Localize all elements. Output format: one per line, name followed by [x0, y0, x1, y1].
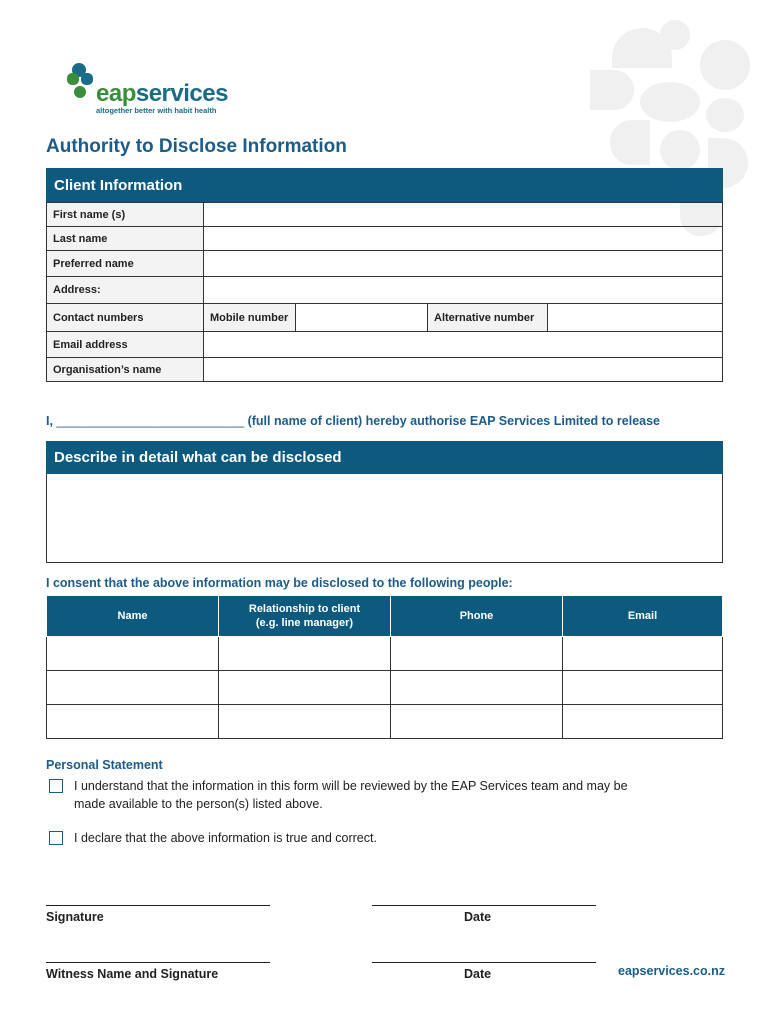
alternative-number-field[interactable]: [548, 304, 723, 332]
person-phone-cell[interactable]: [391, 705, 563, 739]
date-line[interactable]: [372, 905, 596, 906]
form-row: [47, 277, 723, 304]
person-relationship-cell[interactable]: [219, 671, 391, 705]
logo-tagline: altogether better with habit health: [96, 106, 217, 115]
client-name-blank[interactable]: ___________________________: [56, 414, 245, 428]
date-label: Date: [464, 910, 492, 924]
table-row: [47, 637, 723, 671]
logo-wordmark: eapservices: [96, 80, 228, 107]
preferred-name-label: Preferred name: [47, 251, 204, 277]
mobile-number-label: Mobile number: [204, 304, 296, 332]
witness-date-label: Date: [464, 967, 492, 981]
disclose-heading: Describe in detail what can be disclosed: [46, 441, 723, 474]
person-relationship-cell[interactable]: [219, 637, 391, 671]
witness-line[interactable]: [46, 962, 270, 963]
form-row: [47, 251, 723, 277]
understand-checkbox[interactable]: [49, 779, 63, 793]
person-name-cell[interactable]: [47, 671, 219, 705]
last-name-label: Last name: [47, 227, 204, 251]
email-address-label: Email address: [47, 332, 204, 358]
declare-statement: I declare that the above information is true and correct.: [74, 831, 377, 845]
person-email-cell[interactable]: [563, 705, 723, 739]
disclose-details-field[interactable]: [46, 474, 723, 563]
form-row: [47, 203, 723, 227]
understand-statement: I understand that the information in this form will be reviewed by the EAP Services team and may be made available to the person(s) listed above.: [74, 779, 628, 811]
signature-line[interactable]: [46, 905, 270, 906]
signature-label: Signature: [46, 910, 104, 924]
consent-people-table: [46, 595, 723, 739]
person-phone-cell[interactable]: [391, 637, 563, 671]
person-relationship-cell[interactable]: [219, 705, 391, 739]
page-title: Authority to Disclose Information: [46, 136, 347, 157]
first-name-field[interactable]: [204, 203, 723, 227]
address-label: Address:: [47, 277, 204, 304]
mobile-number-field[interactable]: [296, 304, 428, 332]
form-row: [47, 358, 723, 382]
personal-statement-heading: Personal Statement: [46, 758, 163, 772]
form-row: [47, 332, 723, 358]
organisation-name-label: Organisation’s name: [47, 358, 204, 382]
first-name-label: First name (s): [47, 203, 204, 227]
person-phone-cell[interactable]: [391, 671, 563, 705]
email-address-field[interactable]: [204, 332, 723, 358]
table-header-row: [47, 596, 723, 637]
person-name-cell[interactable]: [47, 705, 219, 739]
column-header-phone: Phone: [391, 596, 563, 637]
last-name-field[interactable]: [204, 227, 723, 251]
witness-date-line[interactable]: [372, 962, 596, 963]
organisation-name-field[interactable]: [204, 358, 723, 382]
declare-checkbox[interactable]: [49, 831, 63, 845]
contact-numbers-label: Contact numbers: [47, 304, 204, 332]
authorise-statement: I, ___________________________ (full name of client) hereby authorise EAP Services Limited to release: [46, 414, 661, 428]
form-row: [47, 304, 723, 332]
person-name-cell[interactable]: [47, 637, 219, 671]
consent-statement: I consent that the above information may be disclosed to the following people:: [46, 576, 513, 590]
footer-website-link[interactable]: eapservices.co.nz: [618, 964, 726, 978]
address-field[interactable]: [204, 277, 723, 304]
alternative-number-label: Alternative number: [428, 304, 548, 332]
person-email-cell[interactable]: [563, 637, 723, 671]
table-row: [47, 705, 723, 739]
column-header-name: Name: [47, 596, 219, 637]
preferred-name-field[interactable]: [204, 251, 723, 277]
client-info-table: [46, 202, 723, 382]
person-email-cell[interactable]: [563, 671, 723, 705]
client-info-heading: Client Information: [46, 168, 723, 202]
column-header-email: Email: [563, 596, 723, 637]
table-row: [47, 671, 723, 705]
column-header-relationship: Relationship to client (e.g. line manager): [219, 596, 391, 637]
form-row: [47, 227, 723, 251]
logo-icon: [62, 60, 98, 100]
witness-label: Witness Name and Signature: [46, 967, 219, 981]
